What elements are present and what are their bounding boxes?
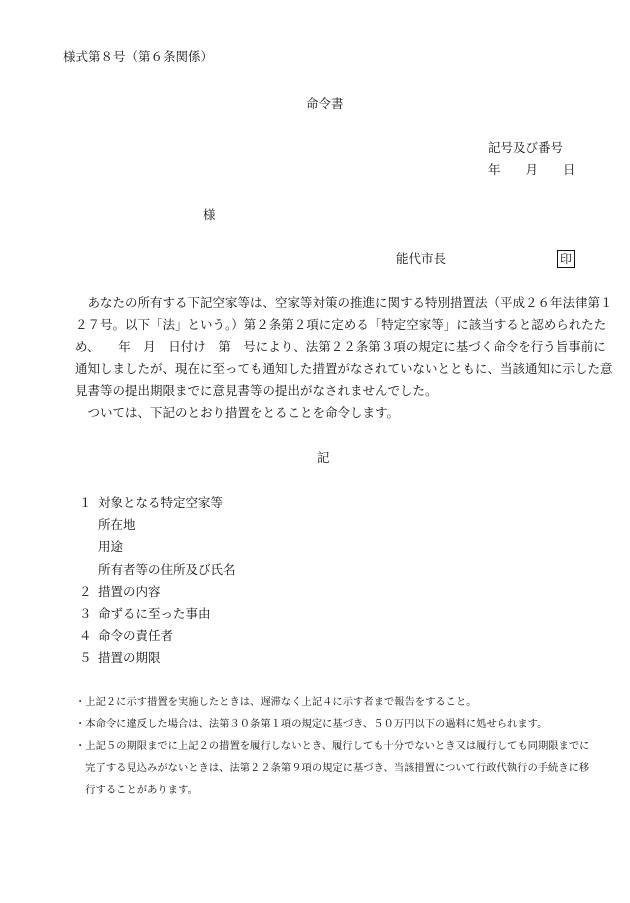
- list-item: [79, 518, 136, 532]
- list-item: [79, 540, 123, 554]
- paragraph-line: 見書等の提出期限までに意見書等の提出がなされませんでした。: [75, 383, 438, 398]
- note-line: ・本命令に違反した場合は、法第３０条第１項の規定に基づき、５０万円以下の過料に処せられます。: [75, 718, 548, 730]
- item-label: 対象となる特定空家等: [98, 495, 224, 510]
- form-number: 様式第８号（第６条関係）: [63, 49, 214, 64]
- note-line: 行することがあります。: [75, 784, 198, 796]
- item-number: ３: [79, 606, 92, 621]
- seal-mark: 印: [557, 250, 575, 268]
- item-number: １: [79, 495, 92, 510]
- date-label: 年 月 日: [488, 162, 576, 177]
- paragraph-line: 通知しましたが、現在に至っても通知した措置がなされていないとともに、当該通知に示した意: [75, 361, 613, 376]
- document-title: 命令書: [306, 96, 344, 111]
- reference-number-label: 記号及び番号: [488, 140, 564, 155]
- list-item: [79, 496, 223, 510]
- note-line: ・上記５の期限までに上記２の措置を履行しないとき、履行しても十分でないとき又は履行しても同期限までに: [75, 740, 590, 752]
- addressee-suffix: 様: [203, 207, 216, 222]
- order-sentence: ついては、下記のとおり措置をとることを命令します。: [75, 405, 400, 420]
- note-line: 完了する見込みがないときは、法第２２条第９項の規定に基づき、当該措置について行政代執行の手続きに移: [75, 762, 590, 774]
- ki-heading: 記: [317, 450, 330, 465]
- item-label: 所有者等の住所及び氏名: [98, 562, 236, 577]
- note-line: ・上記２に示す措置を実施したときは、遅滞なく上記４に示す者まで報告をすること。: [75, 696, 477, 708]
- paragraph-line: ２７号。以下「法」という。）第２条第２項に定める「特定空家等」に該当すると認められたた: [75, 317, 607, 332]
- paragraph-line: あなたの所有する下記空家等は、空家等対策の推進に関する特別措置法（平成２６年法律第１: [75, 295, 613, 310]
- list-item: [79, 607, 211, 621]
- item-number: ２: [79, 584, 92, 599]
- item-label: 用途: [98, 539, 124, 554]
- item-label: 措置の内容: [98, 584, 161, 599]
- item-number: ４: [79, 628, 92, 643]
- issuer-name: 能代市長: [396, 251, 447, 266]
- list-item: [79, 563, 236, 577]
- list-item: [79, 585, 161, 599]
- item-label: 措置の期限: [98, 650, 161, 665]
- item-label: 命ずるに至った事由: [98, 606, 211, 621]
- item-label: 命令の責任者: [98, 628, 174, 643]
- list-item: [79, 651, 161, 665]
- item-label: 所在地: [98, 517, 136, 532]
- item-number: ５: [79, 650, 92, 665]
- paragraph-line: め、 年 月 日付け 第 号により、法第２２条第３項の規定に基づく命令を行う旨事前に: [75, 339, 606, 354]
- list-item: [79, 629, 173, 643]
